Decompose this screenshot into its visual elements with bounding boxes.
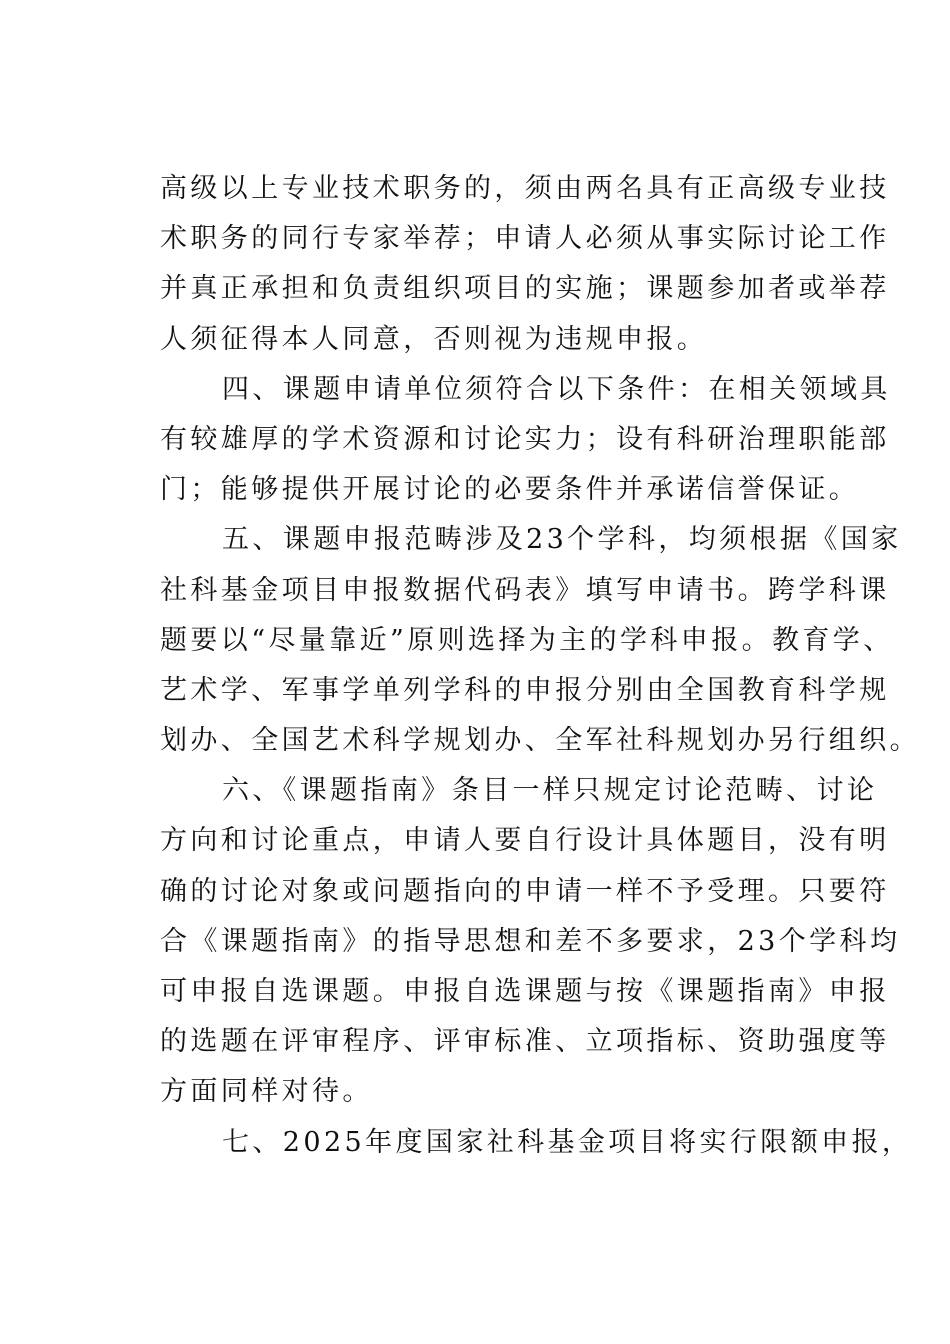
text-line: 的选题在评审程序、评审标准、立项指标、资助强度等 [160,1026,890,1058]
text-line: 题要以“尽量靠近”原则选择为主的学科申报。教育学、 [160,624,894,656]
text-line: 门；能够提供开展讨论的必要条件并承诺信誉保证。 [160,474,860,506]
text-line: 划办、全国艺术科学规划办、全军社科规划办另行组织。 [160,725,920,757]
paragraph-start-line: 四、课题申请单位须符合以下条件：在相关领域具 [222,373,891,405]
text-line: 并真正承担和负责组织项目的实施；课题参加者或举荐 [160,273,890,305]
paragraph-start-line: 七、2025年度国家社科基金项目将实行限额申报， [222,1126,913,1158]
text-line: 方面同样对待。 [160,1076,373,1108]
text-line: 术职务的同行专家举荐；申请人必须从事实际讨论工作 [160,223,890,255]
text-line: 可申报自选课题。申报自选课题与按《课题指南》申报 [160,976,890,1007]
text-line: 艺术学、军事学单列学科的申报分别由全国教育科学规 [160,674,890,706]
text-line: 人须征得本人同意，否则视为违规申报。 [160,323,708,355]
paragraph-start-line: 五、课题申报范畴涉及23个学科，均须根据《国家 [222,524,902,556]
paragraph-start-line: 六、《课题指南》条目一样只规定讨论范畴、讨论 [222,775,878,807]
text-line: 社科基金项目申报数据代码表》填写申请书。跨学科课 [160,574,890,606]
text-line: 合《课题指南》的指导思想和差不多要求，23个学科均 [160,925,901,957]
text-line: 确的讨论对象或问题指向的申请一样不予受理。只要符 [160,875,890,907]
document-body [160,164,920,1168]
text-line: 高级以上专业技术职务的，须由两名具有正高级专业技 [160,173,890,204]
text-line: 有较雄厚的学术资源和讨论实力；设有科研治理职能部 [160,423,890,455]
text-line: 方向和讨论重点，申请人要自行设计具体题目，没有明 [160,825,890,857]
